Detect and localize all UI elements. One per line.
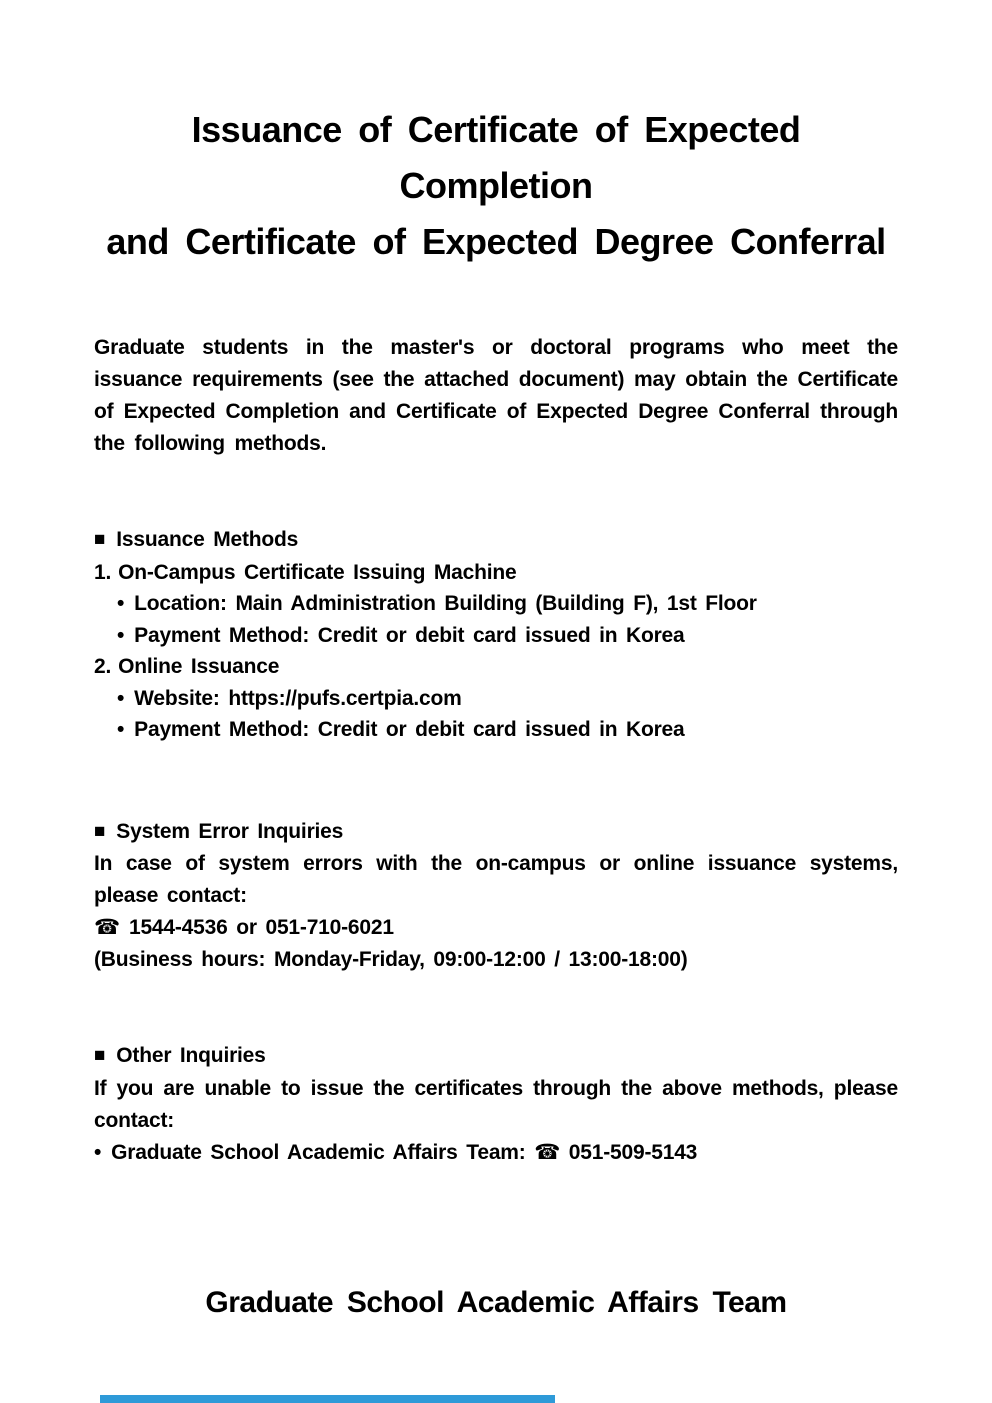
section-heading-label: Other Inquiries: [116, 1044, 266, 1067]
section-other-inquiries: [94, 1040, 898, 1168]
square-bullet-icon: ■: [94, 1045, 106, 1066]
system-error-body: In case of system errors with the on-campus or online issuance systems, please contact:: [94, 852, 898, 907]
list-item: [94, 588, 898, 620]
dot-bullet-icon: •: [117, 623, 125, 647]
section-heading-label: System Error Inquiries: [116, 819, 344, 843]
website-url: Website: https://pufs.certpia.com: [134, 686, 462, 710]
list-item: [94, 557, 898, 589]
item-text: Online Issuance: [118, 655, 280, 678]
square-bullet-icon: ■: [94, 529, 106, 550]
item-text: On-Campus Certificate Issuing Machine: [118, 560, 517, 584]
section-heading-issuance: [94, 524, 898, 557]
dot-bullet-icon: •: [117, 686, 125, 710]
document-title: [94, 0, 898, 270]
phone-icon: ☎: [94, 916, 120, 939]
item-number: 1.: [94, 560, 112, 584]
list-item: [94, 714, 898, 746]
business-hours: (Business hours: Monday-Friday, 09:00-12:00 / 13:00-18:00): [94, 948, 688, 971]
title-line-2: and Certificate of Expected Degree Conferral: [106, 221, 886, 262]
dot-bullet-icon: •: [117, 592, 125, 615]
section-system-error-inquiries: [94, 816, 898, 977]
footer-team-title: Graduate School Academic Affairs Team: [205, 1286, 787, 1319]
dot-bullet-icon: •: [117, 718, 125, 741]
section-heading-label: Issuance Methods: [116, 528, 299, 551]
list-item: [94, 1137, 898, 1169]
section-issuance-methods: [94, 524, 898, 746]
item-text: Graduate School Academic Affairs Team: ☎ 051-509-5143: [111, 1140, 698, 1164]
intro-paragraph: Graduate students in the master's or doctoral programs who meet the issuance requirements (see the attached document) may obtain the Certificate of Expected Completion and Certificate of Expected Degree Conferral through the following methods.: [94, 336, 898, 455]
item-text: Location: Main Administration Building (Building F), 1st Floor: [134, 592, 757, 615]
phone-numbers: 1544-4536 or 051-710-6021: [128, 916, 394, 939]
item-number: 2.: [94, 655, 112, 678]
page-bottom-blue-bar: [100, 1395, 555, 1403]
square-bullet-icon: ■: [94, 820, 106, 842]
phone-line: [94, 912, 898, 944]
section-heading-other: [94, 1040, 898, 1073]
list-item: [94, 620, 898, 652]
item-text: Payment Method: Credit or debit card issued in Korea: [134, 623, 685, 647]
title-line-1: Issuance of Certificate of Expected Completion: [191, 109, 801, 206]
item-text: Payment Method: Credit or debit card issued in Korea: [134, 718, 685, 741]
list-item: [94, 651, 898, 683]
list-item: [94, 683, 898, 715]
section-heading-system-error: [94, 816, 898, 849]
other-inquiries-body: If you are unable to issue the certificates through the above methods, please contact:: [94, 1076, 898, 1132]
dot-bullet-icon: •: [94, 1140, 102, 1164]
